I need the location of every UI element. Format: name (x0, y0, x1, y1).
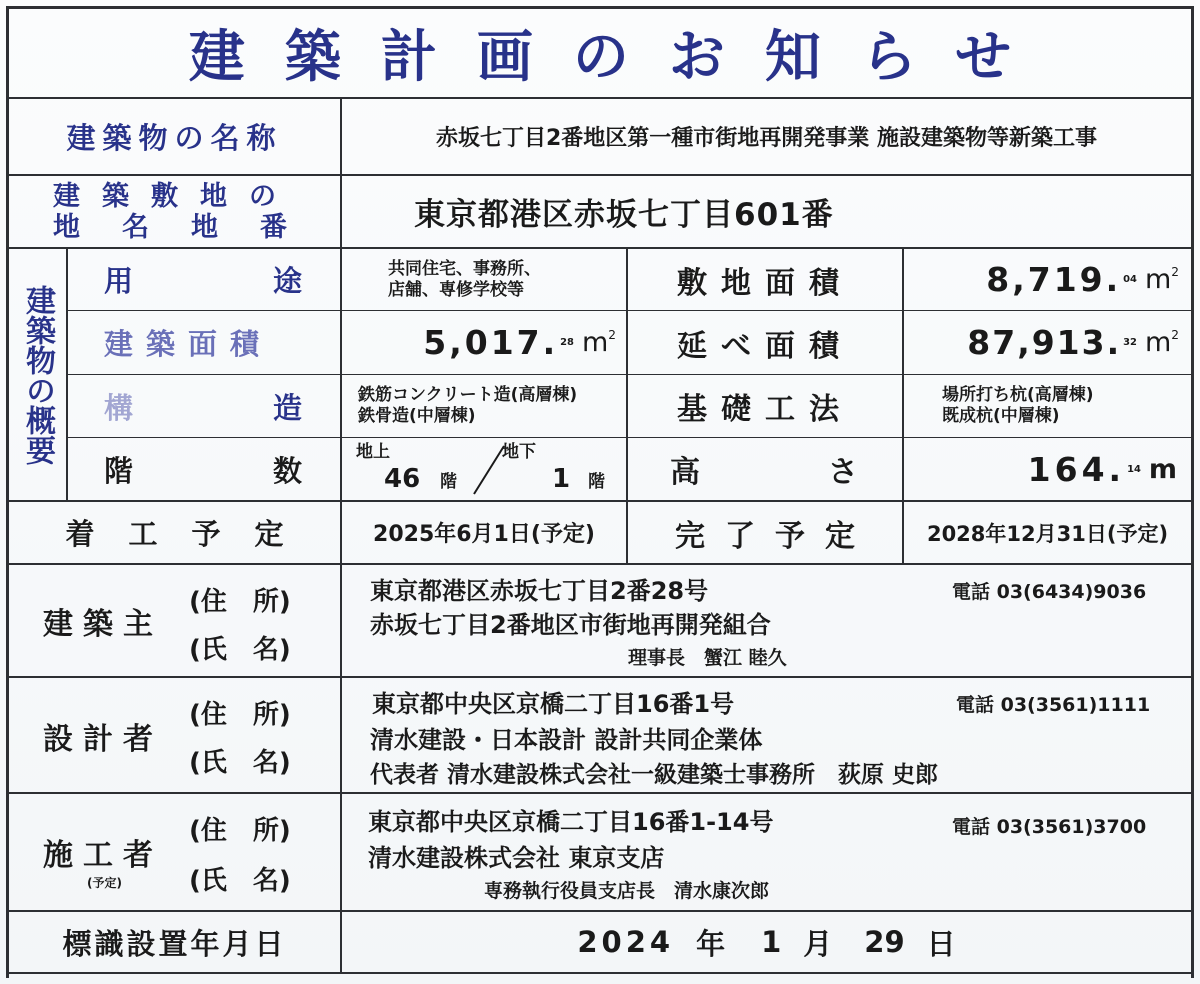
owner-value-cell (342, 565, 1191, 676)
rule-h12 (6, 972, 1194, 974)
foundation-label: 基礎工法 (677, 392, 853, 427)
owner-name: 赤坂七丁目2番地区市街地再開発組合 (370, 611, 771, 639)
site-label (9, 176, 340, 247)
notice-title: 建築計画のお知らせ (188, 25, 1052, 90)
posting-day: 29 (864, 925, 905, 959)
owner-representative: 理事長 蟹江 睦久 (628, 647, 787, 669)
height-decimal: 14 (1127, 463, 1141, 475)
floors-below-unit: 階 (588, 472, 605, 492)
building-name-label: 建築物の名称 (66, 121, 283, 155)
structure-value-line2: 鉄骨造(中層棟) (358, 406, 476, 426)
site-value: 東京都港区赤坂七丁目601番 (414, 197, 834, 233)
end-value: 2028年12月31日(予定) (926, 521, 1169, 546)
owner-address: 東京都港区赤坂七丁目2番28号 (370, 577, 709, 605)
designer-address: 東京都中央区京橋二丁目16番1号 (372, 690, 735, 718)
floors-above-value: 46 (384, 464, 421, 494)
floors-label-b: 数 (272, 453, 302, 488)
designer-label: 設計者 (43, 722, 163, 757)
floors-below-label: 地下 (502, 442, 536, 462)
use-label-a: 用 (104, 264, 134, 298)
structure-label (68, 375, 340, 437)
floors-above-label: 地上 (356, 442, 390, 462)
posting-year: 2024 (577, 925, 675, 959)
contractor-address-label: (住 所) (189, 816, 291, 846)
posting-year-unit: 年 (696, 926, 726, 961)
height-label (628, 438, 902, 500)
floor-area-value (904, 311, 1191, 374)
building-area-decimal: 28 (560, 337, 574, 348)
posting-date-value (342, 912, 1191, 972)
designer-label-cell (9, 678, 340, 792)
structure-value-line1: 鉄筋コンクリート造(高層棟) (358, 385, 578, 405)
site-area-value (904, 249, 1191, 310)
use-label-b: 途 (272, 264, 302, 298)
structure-label-b: 造 (272, 390, 302, 425)
height-label-b: さ (828, 455, 858, 490)
floors-label (68, 438, 340, 500)
contractor-name: 清水建設株式会社 東京支店 (368, 844, 665, 872)
start-value: 2025年6月1日(予定) (373, 522, 595, 547)
floors-value (342, 438, 626, 500)
use-value (342, 249, 626, 310)
end-label: 完了予定 (675, 518, 875, 554)
floors-above-unit: 階 (440, 472, 457, 492)
floor-area-decimal: 32 (1123, 337, 1137, 348)
height-label-a: 高 (670, 455, 700, 490)
foundation-value-line1: 場所打ち杭(高層棟) (942, 385, 1094, 405)
contractor-value-cell (342, 794, 1191, 910)
height-unit: m (1148, 453, 1177, 485)
contractor-label-cell (9, 794, 340, 910)
site-area-unit: $m^2$ (1144, 264, 1179, 295)
designer-name-label: (氏 名) (189, 748, 291, 778)
posting-month: 1 (761, 925, 782, 959)
owner-name-label: (氏 名) (189, 635, 291, 665)
site-area-integer: 8,719. (986, 260, 1122, 299)
floor-area-integer: 87,913. (967, 323, 1122, 362)
building-area-unit: $m^2$ (581, 327, 616, 358)
start-label: 着工予定 (65, 517, 318, 551)
building-area-integer: 5,017. (423, 323, 559, 362)
designer-representative: 代表者 清水建設株式会社一級建築士事務所 荻原 史郎 (370, 762, 939, 788)
structure-label-a: 構 (104, 390, 134, 425)
structure-value (342, 375, 626, 437)
owner-phone: 電話 03(6434)9036 (952, 581, 1147, 603)
contractor-phone: 電話 03(3561)3700 (952, 816, 1147, 838)
floor-area-unit: $m^2$ (1144, 327, 1179, 358)
contractor-label: 施工者 (43, 838, 163, 873)
foundation-value (904, 375, 1191, 437)
use-value-line1: 共同住宅、事務所、 (388, 258, 541, 279)
floors-below-value: 1 (552, 464, 571, 494)
building-area-label: 建築面積 (104, 327, 273, 361)
site-area-decimal: 04 (1123, 274, 1137, 285)
posting-month-unit: 月 (803, 926, 833, 961)
site-label-line1: 建築敷地の (53, 180, 298, 212)
floors-label-a: 階 (104, 453, 134, 488)
contractor-representative: 専務執行役員支店長 清水康次郎 (484, 880, 770, 902)
overview-side-label: 建築物の概要 (20, 284, 55, 465)
contractor-address: 東京都中央区京橋二丁目16番1-14号 (368, 808, 774, 836)
building-area-value (342, 311, 626, 374)
designer-phone: 電話 03(3561)1111 (956, 694, 1151, 716)
posting-date-label: 標識設置年月日 (62, 926, 287, 961)
foundation-value-line2: 既成杭(中層棟) (942, 406, 1060, 426)
building-name-value: 赤坂七丁目2番地区第一種市街地再開発事業 施設建築物等新築工事 (436, 126, 1097, 151)
site-area-label: 敷地面積 (677, 265, 853, 301)
owner-address-label: (住 所) (189, 587, 291, 617)
contractor-name-label: (氏 名) (189, 866, 291, 896)
owner-label: 建築主 (43, 607, 163, 642)
contractor-tentative: (予定) (87, 876, 122, 890)
height-value (904, 438, 1191, 500)
posting-day-unit: 日 (926, 926, 956, 961)
site-label-line2: 地名地番 (53, 211, 329, 243)
floor-area-label: 延べ面積 (677, 328, 853, 364)
border-right (1191, 6, 1194, 978)
designer-value-cell (342, 678, 1191, 792)
designer-name: 清水建設・日本設計 設計共同企業体 (370, 726, 763, 754)
use-value-line2: 店舗、専修学校等 (388, 279, 524, 300)
owner-label-cell (9, 565, 340, 676)
designer-address-label: (住 所) (189, 700, 291, 730)
use-label (68, 249, 340, 310)
height-integer: 164. (1027, 449, 1126, 489)
